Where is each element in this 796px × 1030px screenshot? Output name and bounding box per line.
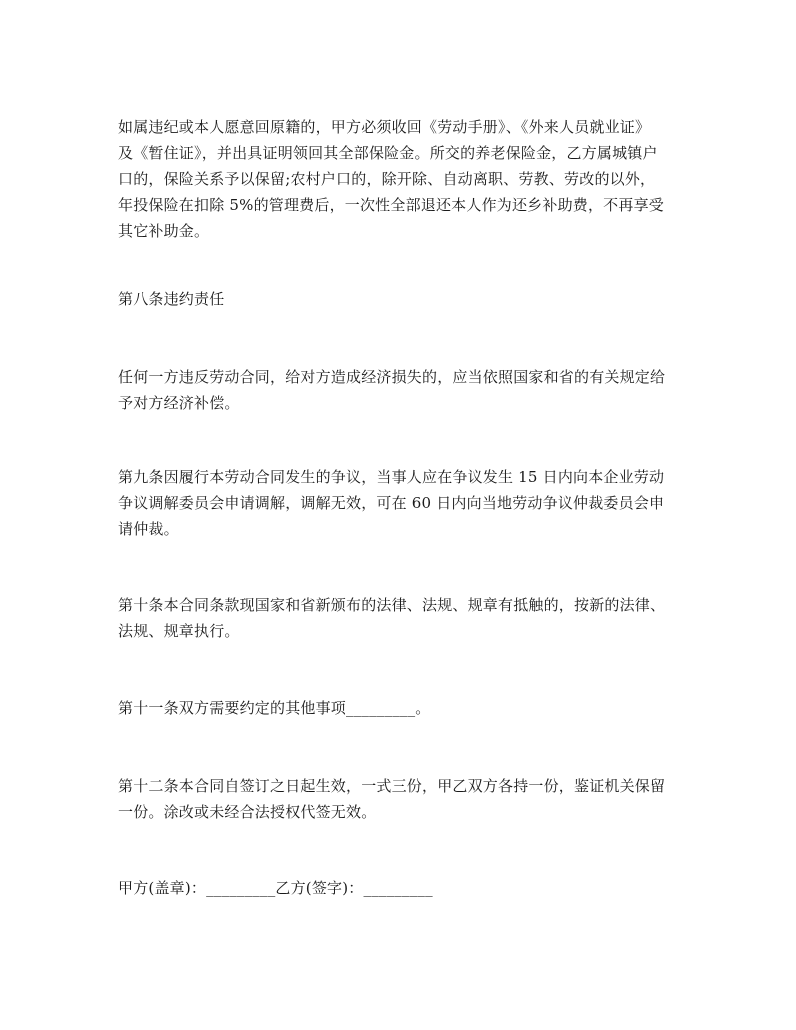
- heading-article-8: 第八条违约责任: [118, 290, 225, 308]
- paragraph-article-10: 第十条本合同条款现国家和省新颁布的法律、法规、规章有抵触的，按新的法律、 法规、规章执行。: [118, 596, 666, 640]
- paragraph-article-11: 第十一条双方需要约定的其他事项_________。: [118, 699, 431, 717]
- paragraph-retirement-insurance: 如属违纪或本人愿意回原籍的，甲方必须收回《劳动手册》、《外来人员就业证》 及《暂住证》，并出具证明领回其全部保险金。所交的养老保险金，乙方属城镇户 口的，保险关系予以保留;农村户口的，除开除、自动离职、劳教、劳改的以外， 年投保险在扣除 5%的管理费后，一次性全部退还本人作为还乡补助费，不再享受 其它补助金。: [118, 118, 664, 240]
- signature-line: 甲方(盖章)：_________乙方(签字)：_________: [118, 879, 433, 897]
- paragraph-liability: 任何一方违反劳动合同，给对方造成经济损失的，应当依照国家和省的有关规定给 予对方经济补偿。: [118, 368, 666, 412]
- paragraph-article-12: 第十二条本合同自签订之日起生效，一式三份，甲乙双方各持一份，鉴证机关保留 一份。涂改或未经合法授权代签无效。: [118, 777, 666, 821]
- paragraph-article-9: 第九条因履行本劳动合同发生的争议，当事人应在争议发生 15 日内向本企业劳动 争议调解委员会申请调解，调解无效，可在 60 日内向当地劳动争议仲裁委员会申 请仲裁。: [118, 468, 665, 538]
